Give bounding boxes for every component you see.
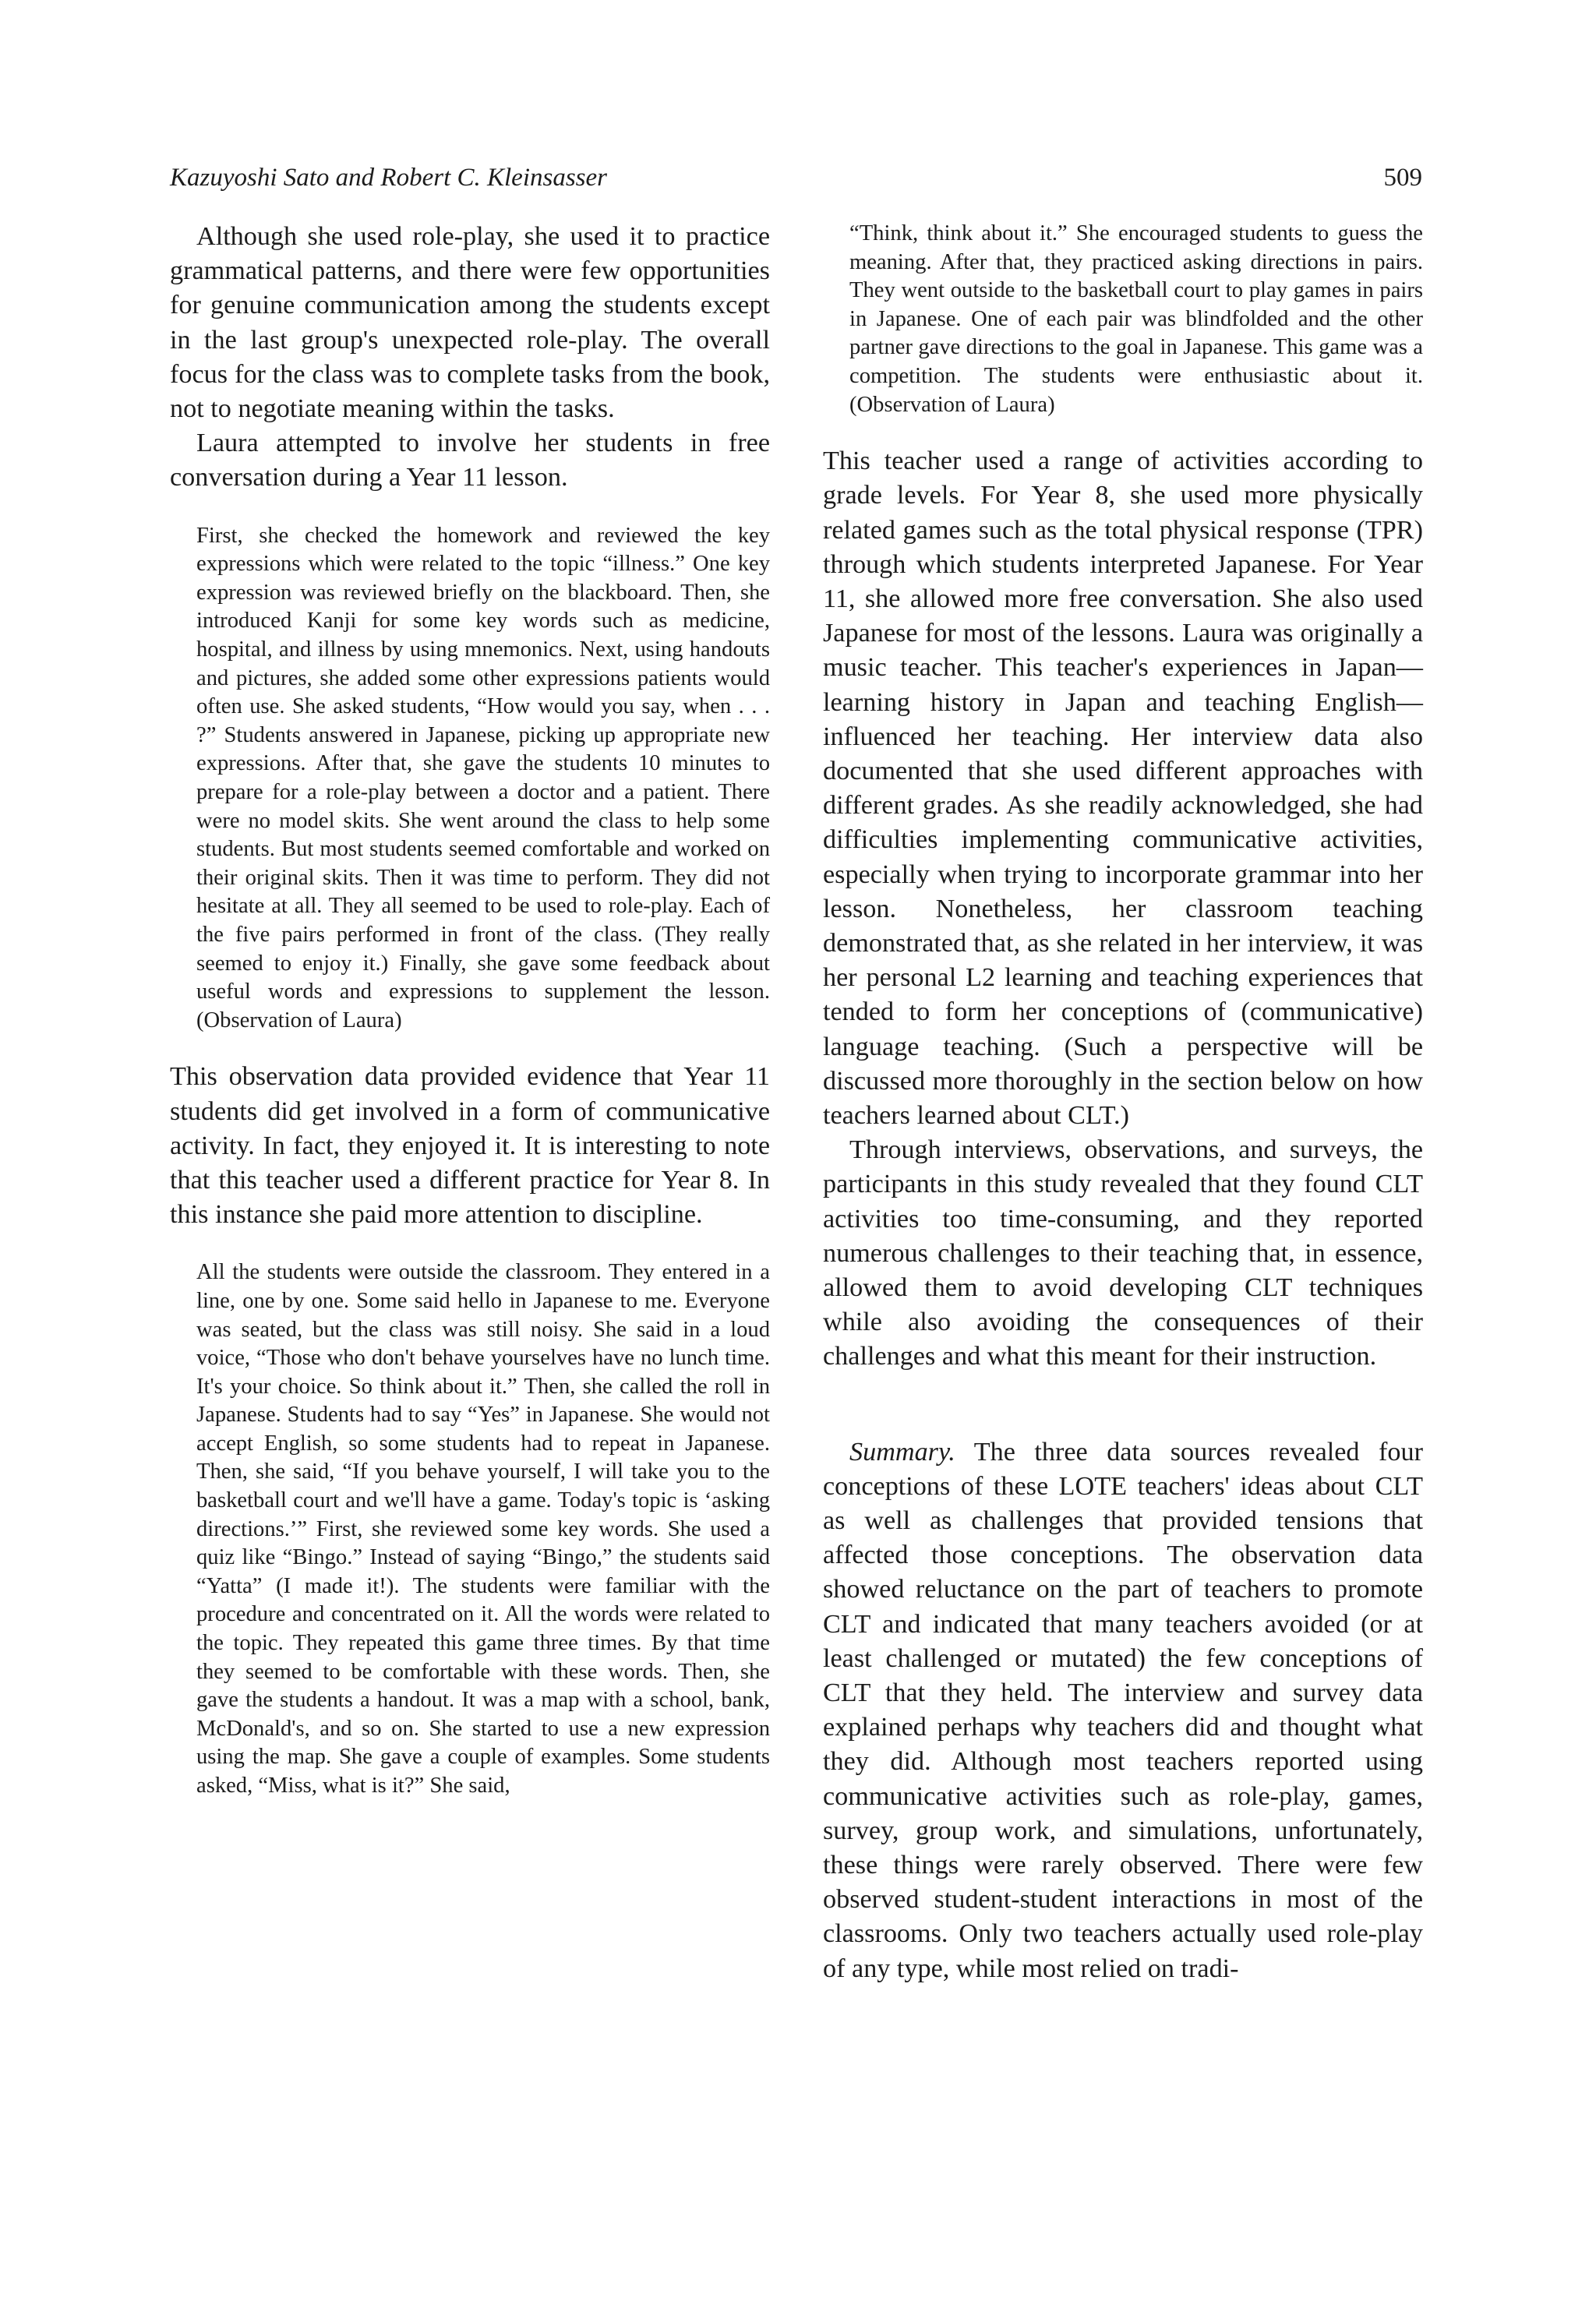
paragraph-observation-evidence: This observation data provided evidence that Year 11 students did get involved in a form of communicative activity. In fact, they enjoyed it. It is interesting to note that this teacher used a different practice for Year 8. In this instance she paid more attention to discipline. bbox=[170, 1062, 770, 1230]
paragraph-summary bbox=[823, 1435, 1423, 1986]
summary-heading: Summary. bbox=[849, 1437, 955, 1467]
page-number: 509 bbox=[1383, 164, 1422, 192]
observation-block-continued: “Think, think about it.” She encouraged students to guess the meaning. After that, they practiced asking directions in pairs. They went outside to the basketball court to play games in pairs in Japanese. One of each pair was blindfolded and the other partner gave directions to the goal in Japanese. This game was a competition. The students were enthusiastic about it. (Observation of Laura) bbox=[849, 221, 1423, 417]
left-column bbox=[170, 220, 770, 1801]
observation-block-year8: All the students were outside the classroom. They entered in a line, one by one. Some said hello in Japanese to me. Everyone was seated, but the class was still noisy. She said in a loud voice, “Those who don't behave yourselves have no lunch time. It's your choice. So think about it.” Then, she called the roll in Japanese. Students had to say “Yes” in Japanese. She would not accept English, so some students had to repeat in Japanese. Then, she said, “If you behave yourself, I will take you to the basketball court and we'll have a game. Today's topic is ‘asking directions.’” First, she reviewed some key words. She used a quiz like “Bingo.” Instead of saying “Bingo,” the students said “Yatta” (I made it!). The students were familiar with the procedure and concentrated on it. All the words were related to the topic. They repeated this game three times. By that time they seemed to be comfortable with these words. Then, she gave the students a handout. It was a map with a school, bank, McDonald's, and so on. She started to use a new expression using the map. She gave a couple of examples. Some students asked, “Miss, what is it?” She said, bbox=[196, 1260, 770, 1798]
summary-text: The three data sources revealed four conceptions of these LOTE teachers' ideas about CLT as well as challenges that provided tensions that affected those conceptions. The observation data showed reluctance on the part of teachers to promote CLT and indicated that many teachers avoided (or at least challenged or mutated) the few conceptions of CLT that they held. The interview and survey data explained perhaps why teachers did and thought what they did. Although most teachers reported using communicative activities such as role-play, games, survey, group work, and simulations, unfortunately, these things were rarely observed. There were few observed student-student interactions in most of the classrooms. Only two teachers actually used role-play of any type, while most relied on tradi- bbox=[823, 1437, 1423, 1983]
paragraph-range-of-activities: This teacher used a range of activities according to grade levels. For Year 8, she used more physically related games such as the total physical response (TPR) through which students interpreted Japanese. For Year 11, she allowed more free conversation. She also used Japanese for most of the lessons. Laura was originally a music teacher. This teacher's experiences in Japan—learning history in Japan and teaching English—influenced her teaching. Her interview data also documented that she used different approaches with different grades. As she readily acknowledged, she had difficulties implementing communicative activities, especially when trying to incorporate grammar into her lesson. Nonetheless, her classroom teaching demonstrated that, as she related in her interview, it was her personal L2 learning and teaching experiences that tended to form her conceptions of (communicative) language teaching. (Such a perspective will be discussed more thoroughly in the section below on how teachers learned about CLT.) bbox=[823, 447, 1423, 1131]
paragraph-roleplay-summary: Although she used role-play, she used it to practice grammatical patterns, and there were few opportunities for genuine communication among the students except in the last group's unexpected role-play. The overall focus for the class was to complete tasks from the book, not to negotiate meaning within the tasks. bbox=[170, 222, 770, 424]
running-head: Kazuyoshi Sato and Robert C. Kleinsasser bbox=[170, 164, 608, 192]
observation-block-year11: First, she checked the homework and reviewed the key expressions which were related to the topic “illness.” One key expression was reviewed briefly on the blackboard. Then, she introduced Kanji for some key words such as medicine, hospital, and illness by using mnemonics. Next, using handouts and pictures, she added some other expressions patients would often use. She asked students, “How would you say, when . . . ?” Students answered in Japanese, picking up appropriate new expressions. After that, she gave the students 10 minutes to prepare for a role-play between a doctor and a patient. There were no model skits. She went around the class to help some students. But most students seemed comfortable and worked on their original skits. Then it was time to perform. They did not hesitate at all. They all seemed to be used to role-play. Each of the five pairs performed in front of the class. (They really seemed to enjoy it.) Finally, she gave some feedback about useful words and expressions to supplement the lesson. (Observation of Laura) bbox=[196, 523, 770, 1032]
paragraph-interviews-surveys: Through interviews, observations, and surveys, the participants in this study revealed that they found CLT activities too time-consuming, and they reported numerous challenges to their teaching that, in essence, allowed them to avoid developing CLT techniques while also avoiding the consequences of their challenges and what this meant for their instruction. bbox=[823, 1135, 1423, 1371]
right-column bbox=[823, 220, 1423, 1986]
paragraph-laura-year11: Laura attempted to involve her students in free conversation during a Year 11 lesson. bbox=[170, 429, 770, 492]
